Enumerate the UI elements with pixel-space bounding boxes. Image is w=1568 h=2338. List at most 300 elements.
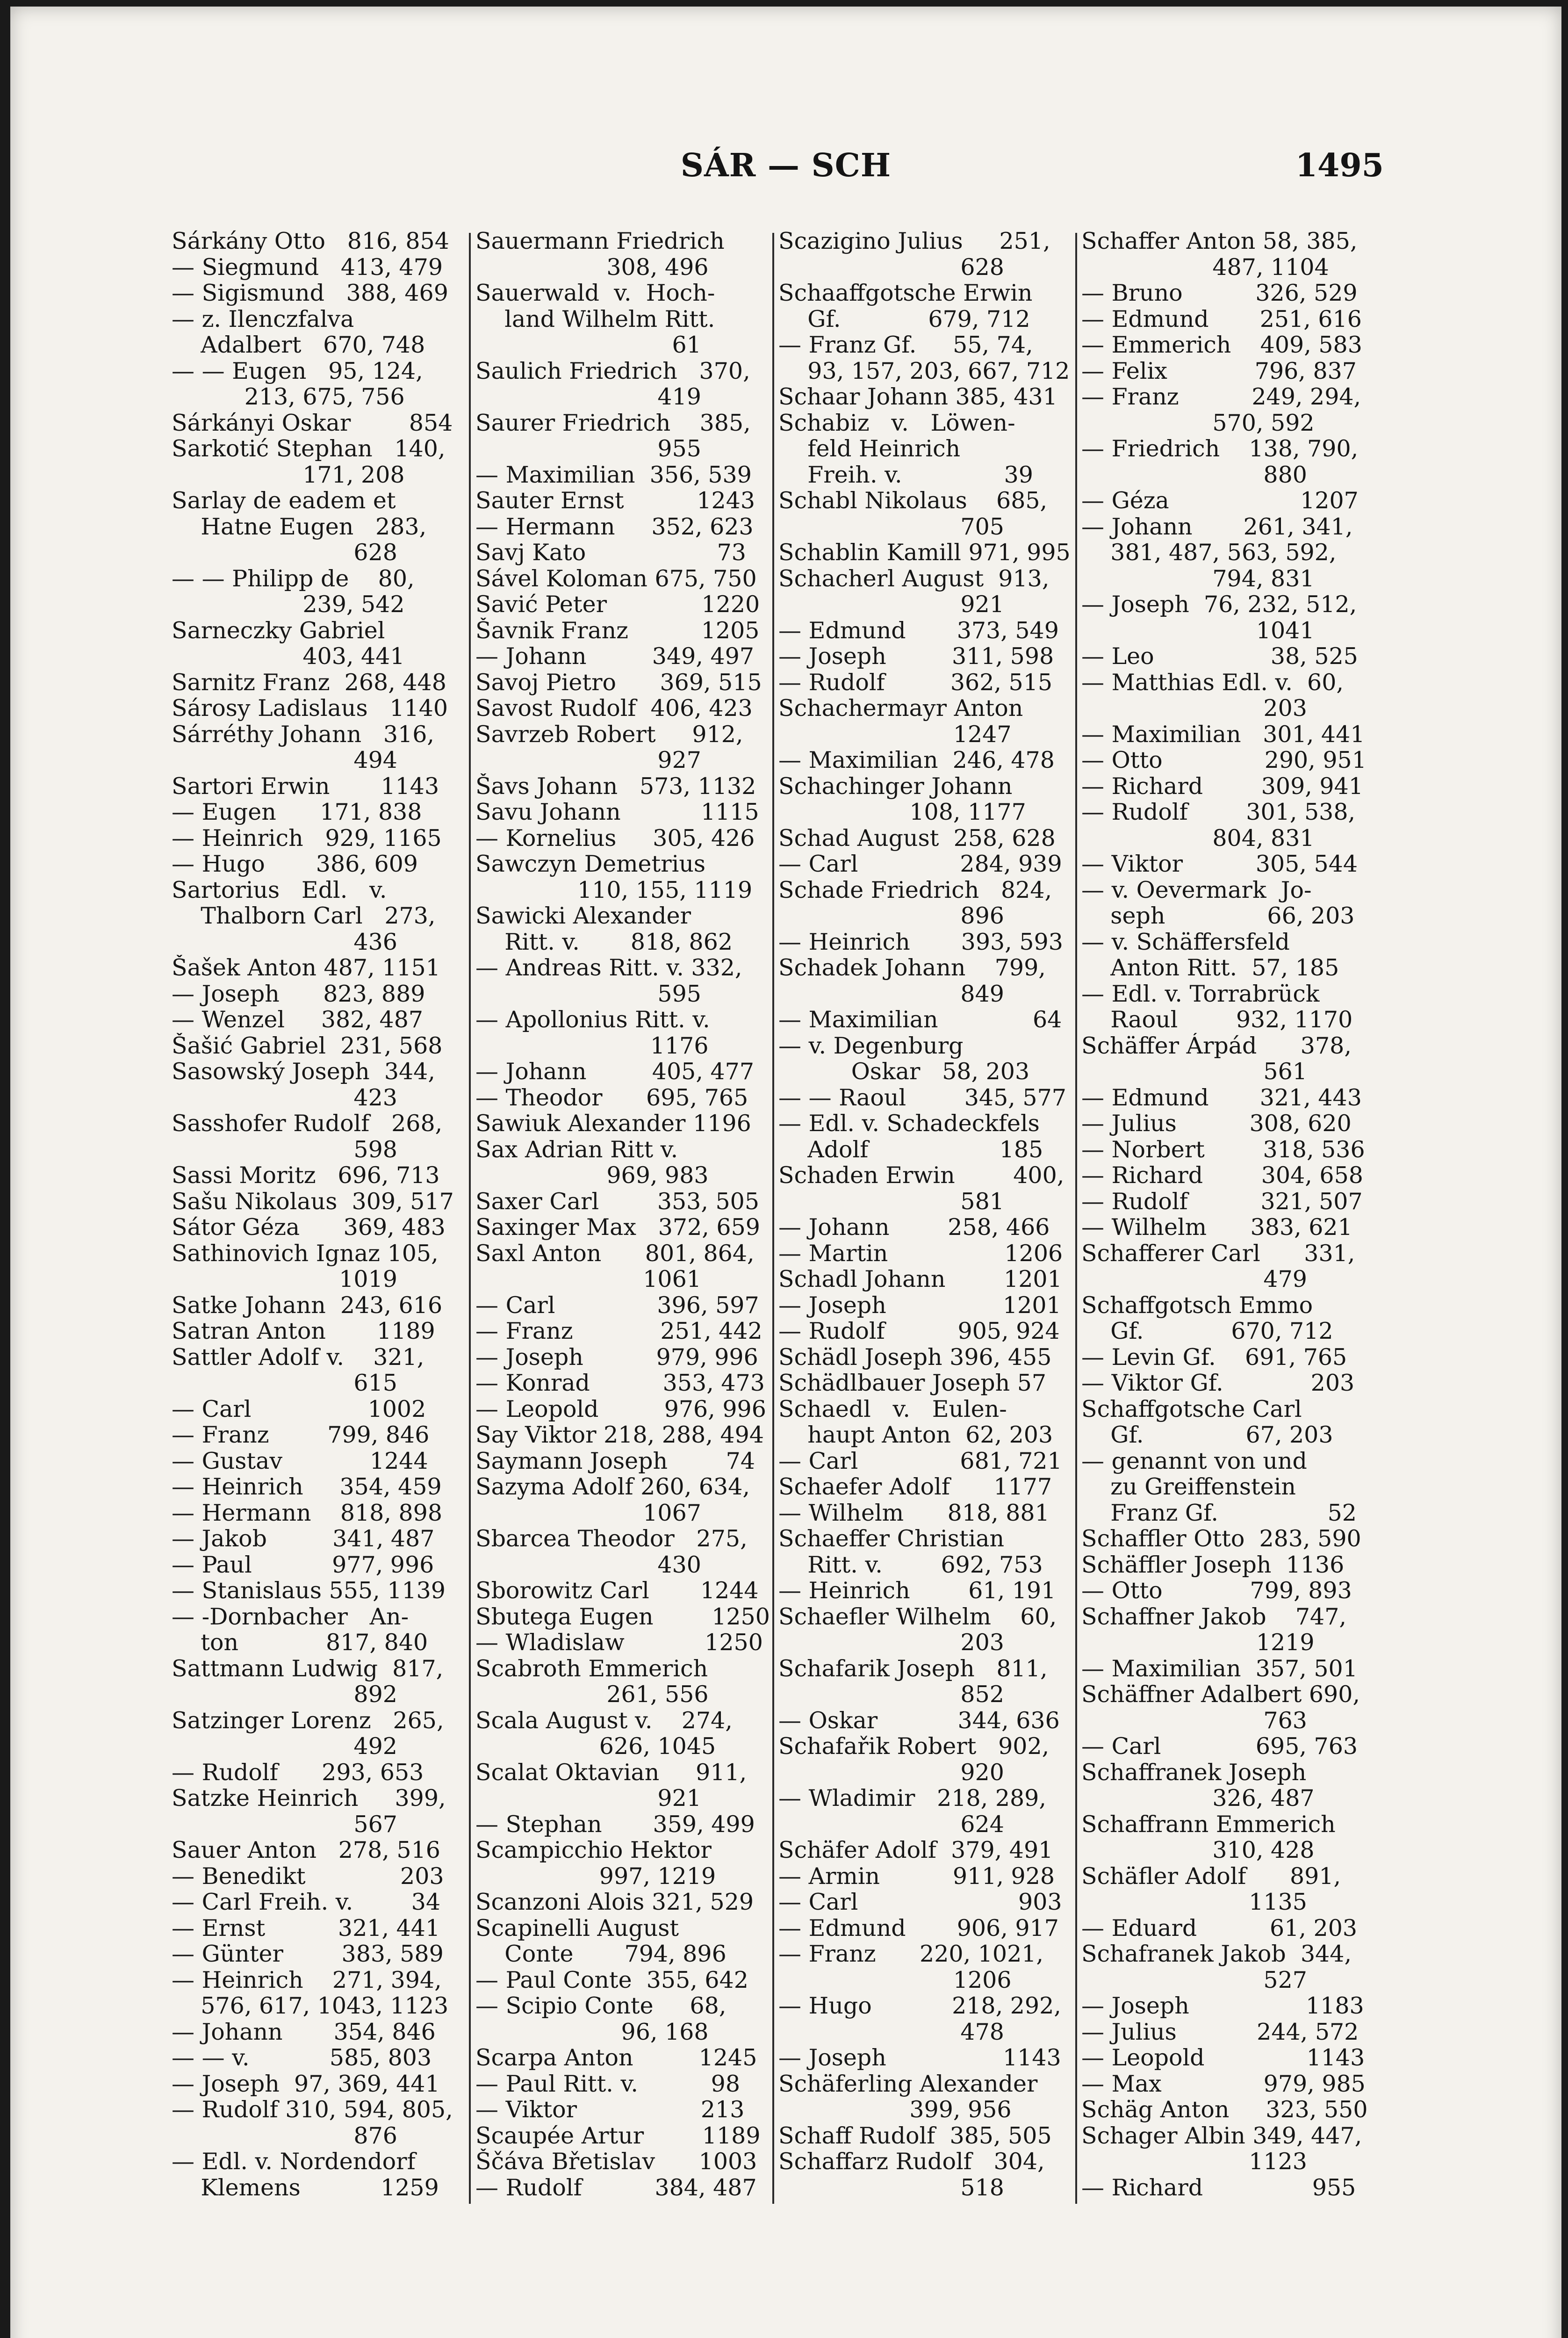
entry-line: Sárosy Ladislaus 1140 — [172, 695, 448, 722]
entry-line: Sarlay de eadem et — [172, 488, 396, 514]
entry-line: Šašek Anton 487, 1151 — [172, 955, 440, 981]
entry-line: — Jakob 341, 487 — [172, 1526, 435, 1552]
entry-line: Sátor Géza 369, 483 — [172, 1214, 446, 1241]
entry-line: Schaffler Otto 283, 590 — [1081, 1526, 1361, 1552]
entry-line: Sawiuk Alexander 1196 — [475, 1111, 751, 1137]
entry-line: Savrzeb Robert 912, — [475, 721, 743, 747]
entry-line: 261, 556 — [475, 1681, 709, 1708]
entry-line: — Edmund 321, 443 — [1081, 1084, 1362, 1111]
entry-line: Schäg Anton 323, 550 — [1081, 2097, 1368, 2123]
entry-line: — Armin 911, 928 — [778, 1863, 1055, 1889]
entry-line: Sawicki Alexander — [475, 903, 691, 929]
entry-line: Sax Adrian Ritt v. — [475, 1136, 678, 1162]
entry-line: 576, 617, 1043, 1123 — [172, 1993, 449, 2019]
entry-line: Anton Ritt. 57, 185 — [1081, 955, 1339, 981]
column-4 — [1081, 228, 1376, 2211]
entry-line: Say Viktor 218, 288, 494 — [475, 1422, 764, 1448]
entry-line: 628 — [172, 540, 397, 566]
entry-line: — Wilhelm 818, 881 — [778, 1500, 1050, 1526]
entry-line: 203 — [778, 1630, 1004, 1656]
entry-line: — Bruno 326, 529 — [1081, 280, 1358, 306]
entry-line: — Felix 796, 837 — [1081, 358, 1357, 384]
entry-line: — Joseph 1143 — [778, 2045, 1061, 2071]
entry-line: Sattler Adolf v. 321, — [172, 1344, 424, 1370]
entry-line: Freih. v. 39 — [778, 462, 1033, 488]
entry-line: 624 — [778, 1811, 1004, 1837]
entry-line: — Paul 977, 996 — [172, 1551, 434, 1578]
entry-line: — Julius 308, 620 — [1081, 1111, 1352, 1137]
entry-line: Hatne Eugen 283, — [172, 513, 427, 540]
entry-line: Sborowitz Carl 1244 — [475, 1578, 759, 1604]
entry-line: Schaffgotsche Carl — [1081, 1396, 1302, 1422]
entry-line: Gf. 679, 712 — [778, 306, 1030, 332]
entry-line: Schafferer Carl 331, — [1081, 1240, 1355, 1266]
entry-line: Savu Johann 1115 — [475, 799, 759, 825]
entry-line: 403, 441 — [172, 643, 405, 670]
entry-line: — Wladimir 218, 289, — [778, 1785, 1046, 1811]
entry-line: — Géza 1207 — [1081, 488, 1359, 514]
entry-line: — Joseph 97, 369, 441 — [172, 2071, 440, 2097]
entry-line: 1019 — [172, 1266, 397, 1292]
entry-line: Satran Anton 1189 — [172, 1318, 435, 1344]
entry-line: — Emmerich 409, 583 — [1081, 332, 1362, 358]
entry-line: — Otto 290, 951 — [1081, 747, 1367, 773]
entry-line: — Paul Conte 355, 642 — [475, 1967, 748, 1993]
entry-line: Schaden Erwin 400, — [778, 1162, 1065, 1189]
entry-line: Ščáva Břetislav 1003 — [475, 2149, 757, 2175]
entry-line: 969, 983 — [475, 1162, 709, 1189]
entry-line: — Edmund 906, 917 — [778, 1915, 1059, 1941]
entry-line: Satzinger Lorenz 265, — [172, 1707, 444, 1733]
entry-line: — Johann 354, 846 — [172, 2019, 436, 2045]
entry-line: — Kornelius 305, 426 — [475, 825, 755, 851]
entry-line: — Joseph 76, 232, 512, — [1081, 592, 1357, 618]
entry-line: — Joseph 1183 — [1081, 1993, 1364, 2019]
entry-line: 239, 542 — [172, 592, 405, 618]
entry-line: 598 — [172, 1136, 397, 1162]
entry-line: 595 — [475, 981, 701, 1007]
page-header — [10, 147, 1561, 194]
entry-line: Thalborn Carl 273, — [172, 903, 436, 929]
entry-line: Raoul 932, 1170 — [1081, 1007, 1353, 1033]
entry-line: 892 — [172, 1681, 397, 1708]
entry-line: 955 — [475, 436, 701, 462]
entry-line: — Günter 383, 589 — [172, 1941, 444, 1967]
entry-line: — Franz 220, 1021, — [778, 1941, 1043, 1967]
entry-line: 1247 — [778, 721, 1012, 747]
entry-line: — Richard 309, 941 — [1081, 773, 1363, 799]
entry-line: Schaffer Anton 58, 385, — [1081, 228, 1358, 254]
column-3 — [778, 228, 1073, 2211]
entry-line: — Leopold 1143 — [1081, 2045, 1365, 2071]
entry-line: — Apollonius Ritt. v. — [475, 1007, 710, 1033]
entry-line: feld Heinrich — [778, 436, 961, 462]
entry-line: Sattmann Ludwig 817, — [172, 1655, 444, 1681]
entry-line: — Carl 396, 597 — [475, 1292, 759, 1318]
entry-line: Saulich Friedrich 370, — [475, 358, 750, 384]
book-page — [10, 7, 1561, 2338]
entry-line: Gf. 67, 203 — [1081, 1422, 1333, 1448]
entry-line: Scampicchio Hektor — [475, 1837, 712, 1863]
entry-line: Schäffer Árpád 378, — [1081, 1032, 1352, 1059]
entry-line: — Wilhelm 383, 621 — [1081, 1214, 1352, 1241]
entry-line: — — v. 585, 803 — [172, 2045, 432, 2071]
entry-line: Šašić Gabriel 231, 568 — [172, 1032, 443, 1059]
entry-line: Sárkányi Oskar 854 — [172, 410, 453, 436]
entry-line: 763 — [1081, 1707, 1307, 1733]
entry-line: — Joseph 1201 — [778, 1292, 1061, 1318]
entry-line: — — Raoul 345, 577 — [778, 1084, 1066, 1111]
entry-line: 419 — [475, 384, 701, 410]
entry-line: 1041 — [1081, 617, 1315, 643]
entry-line: — Carl 284, 939 — [778, 851, 1062, 877]
entry-line: — Stephan 359, 499 — [475, 1811, 755, 1837]
entry-line: Schaffrann Emmerich — [1081, 1811, 1336, 1837]
entry-line: — v. Oevermark Jo- — [1081, 877, 1312, 903]
entry-line: 1135 — [1081, 1889, 1307, 1915]
entry-line: — Edmund 251, 616 — [1081, 306, 1362, 332]
entry-line: 1219 — [1081, 1630, 1315, 1656]
entry-line: Schäffner Adalbert 690, — [1081, 1681, 1360, 1708]
entry-line: 626, 1045 — [475, 1733, 716, 1760]
entry-line: Schädlbauer Joseph 57 — [778, 1370, 1047, 1396]
entry-line: Gf. 670, 712 — [1081, 1318, 1333, 1344]
entry-line: Sašu Nikolaus 309, 517 — [172, 1188, 454, 1214]
entry-line: — Viktor 305, 544 — [1081, 851, 1358, 877]
entry-line: — Maximilian 356, 539 — [475, 462, 752, 488]
entry-line: Savić Peter 1220 — [475, 592, 760, 618]
entry-line: 527 — [1081, 1967, 1307, 1993]
entry-line: 705 — [778, 513, 1004, 540]
entry-line: 561 — [1081, 1059, 1307, 1085]
column-divider — [772, 233, 774, 2204]
entry-line: — Oskar 344, 636 — [778, 1707, 1060, 1733]
entry-line: 628 — [778, 254, 1004, 280]
entry-line: 794, 831 — [1081, 565, 1315, 592]
entry-line: — v. Schäffersfeld — [1081, 929, 1290, 955]
entry-line: Scanzoni Alois 321, 529 — [475, 1889, 754, 1915]
entry-line: 876 — [172, 2122, 397, 2149]
entry-line: Schade Friedrich 824, — [778, 877, 1052, 903]
entry-line: Schaeffer Christian — [778, 1526, 1005, 1552]
entry-line: 326, 487 — [1081, 1785, 1315, 1811]
entry-line: 896 — [778, 903, 1004, 929]
entry-line: zu Greiffenstein — [1081, 1474, 1296, 1500]
entry-line: Sarneczky Gabriel — [172, 617, 385, 643]
entry-line: — Heinrich 271, 394, — [172, 1967, 442, 1993]
entry-line: Schäffler Joseph 1136 — [1081, 1551, 1345, 1578]
running-head: SÁR — SCH — [680, 147, 892, 184]
entry-line: — Carl 681, 721 — [778, 1448, 1062, 1474]
entry-line: — Johann 405, 477 — [475, 1059, 754, 1085]
entry-line: Sbutega Eugen 1250 — [475, 1603, 770, 1630]
entry-line: Scala August v. 274, — [475, 1707, 733, 1733]
entry-line: Sárkány Otto 816, 854 — [172, 228, 449, 254]
entry-line: 310, 428 — [1081, 1837, 1315, 1863]
entry-line: Schafranek Jakob 344, — [1081, 1941, 1352, 1967]
entry-line: — Scipio Conte 68, — [475, 1993, 726, 2019]
entry-line: — Siegmund 413, 479 — [172, 254, 443, 280]
entry-line: Schaff Rudolf 385, 505 — [778, 2122, 1052, 2149]
entry-line: — Carl 695, 763 — [1081, 1733, 1358, 1760]
directory-columns — [172, 228, 1387, 2211]
entry-line: — Friedrich 138, 790, — [1081, 436, 1359, 462]
entry-line: 399, 956 — [778, 2097, 1012, 2123]
column-divider — [1075, 233, 1077, 2204]
entry-line: Schabiz v. Löwen- — [778, 410, 1015, 436]
entry-line: 921 — [475, 1785, 701, 1811]
entry-line: — Otto 799, 893 — [1081, 1578, 1352, 1604]
entry-line: Ritt. v. 692, 753 — [778, 1551, 1043, 1578]
entry-line: Klemens 1259 — [172, 2174, 439, 2201]
entry-line: Šavs Johann 573, 1132 — [475, 773, 756, 799]
entry-line: Satzke Heinrich 399, — [172, 1785, 446, 1811]
entry-line: Schacherl August 913, — [778, 565, 1050, 592]
entry-line: — Richard 304, 658 — [1081, 1162, 1363, 1189]
entry-line: 381, 487, 563, 592, — [1081, 540, 1337, 566]
entry-line: — Joseph 979, 996 — [475, 1344, 758, 1370]
entry-line: 852 — [778, 1681, 1004, 1708]
entry-line: — Leo 38, 525 — [1081, 643, 1358, 670]
entry-line: — Martin 1206 — [778, 1240, 1063, 1266]
entry-line: Schabl Nikolaus 685, — [778, 488, 1048, 514]
column-2 — [475, 228, 770, 2211]
entry-line: — Hugo 218, 292, — [778, 1993, 1061, 2019]
entry-line: — Carl 903 — [778, 1889, 1062, 1915]
entry-line: — Rudolf 362, 515 — [778, 669, 1053, 695]
entry-line: Schachermayr Anton — [778, 695, 1023, 722]
entry-line: — Wladislaw 1250 — [475, 1630, 763, 1656]
entry-line: Saxer Carl 353, 505 — [475, 1188, 760, 1214]
entry-line: — Rudolf 310, 594, 805, — [172, 2097, 453, 2123]
entry-line: — Johann 258, 466 — [778, 1214, 1050, 1241]
entry-line: — — Eugen 95, 124, — [172, 358, 423, 384]
entry-line: 920 — [778, 1759, 1004, 1785]
entry-line: Schafarik Joseph 811, — [778, 1655, 1048, 1681]
entry-line: Sathinovich Ignaz 105, — [172, 1240, 439, 1266]
entry-line: — Viktor 213 — [475, 2097, 745, 2123]
entry-line: — Andreas Ritt. v. 332, — [475, 955, 742, 981]
entry-line: — Norbert 318, 536 — [1081, 1136, 1365, 1162]
entry-line: Scazigino Julius 251, — [778, 228, 1050, 254]
entry-line: 567 — [172, 1811, 397, 1837]
entry-line: 880 — [1081, 462, 1307, 488]
entry-line: Schaefler Wilhelm 60, — [778, 1603, 1057, 1630]
entry-line: — Rudolf 384, 487 — [475, 2174, 757, 2201]
entry-line: — Wenzel 382, 487 — [172, 1007, 424, 1033]
entry-line: haupt Anton 62, 203 — [778, 1422, 1053, 1448]
entry-line: — Maximilian 246, 478 — [778, 747, 1055, 773]
entry-line: Sassi Moritz 696, 713 — [172, 1162, 440, 1189]
entry-line: — Carl 1002 — [172, 1396, 426, 1422]
entry-line: Sbarcea Theodor 275, — [475, 1526, 748, 1552]
entry-line: Schäferling Alexander — [778, 2071, 1038, 2097]
entry-line: 213, 675, 756 — [172, 384, 405, 410]
entry-line: — Levin Gf. 691, 765 — [1081, 1344, 1347, 1370]
entry-line: 581 — [778, 1188, 1004, 1214]
entry-line: — Julius 244, 572 — [1081, 2019, 1359, 2045]
entry-line: — Eugen 171, 838 — [172, 799, 422, 825]
entry-line: Schafařik Robert 902, — [778, 1733, 1050, 1760]
entry-line: 308, 496 — [475, 254, 709, 280]
entry-line: 96, 168 — [475, 2019, 709, 2045]
entry-line: — Stanislaus 555, 1139 — [172, 1578, 446, 1604]
entry-line: Sauerwald v. Hoch- — [475, 280, 715, 306]
entry-line: land Wilhelm Ritt. — [475, 306, 715, 332]
entry-line: 436 — [172, 929, 397, 955]
entry-line: Sartorius Edl. v. — [172, 877, 387, 903]
entry-line: — Rudolf 321, 507 — [1081, 1188, 1363, 1214]
entry-line: — genannt von und — [1081, 1448, 1307, 1474]
entry-line: — Viktor Gf. 203 — [1081, 1370, 1355, 1396]
entry-line: — Richard 955 — [1081, 2174, 1356, 2201]
entry-line: Schablin Kamill 971, 995 — [778, 540, 1071, 566]
entry-line: Schäfer Adolf 379, 491 — [778, 1837, 1053, 1863]
entry-line: Ritt. v. 818, 862 — [475, 929, 733, 955]
entry-line: — Rudolf 293, 653 — [172, 1759, 424, 1785]
entry-line: Saurer Friedrich 385, — [475, 410, 751, 436]
entry-line: — Franz 251, 442 — [475, 1318, 762, 1344]
entry-line: — -Dornbacher An- — [172, 1603, 409, 1630]
entry-line: — Hugo 386, 609 — [172, 851, 418, 877]
entry-line: Satke Johann 243, 616 — [172, 1292, 443, 1318]
entry-line: 804, 831 — [1081, 825, 1315, 851]
entry-line: — Joseph 311, 598 — [778, 643, 1054, 670]
entry-line: Schaar Johann 385, 431 — [778, 384, 1057, 410]
entry-line: Sauer Anton 278, 516 — [172, 1837, 440, 1863]
entry-line: 203 — [1081, 695, 1307, 722]
entry-line: — Ernst 321, 441 — [172, 1915, 440, 1941]
entry-line: — Edl. v. Torrabrück — [1081, 981, 1320, 1007]
entry-line: Scalat Oktavian 911, — [475, 1759, 747, 1785]
entry-line: 61 — [475, 332, 701, 358]
entry-line: 171, 208 — [172, 462, 405, 488]
column-divider — [469, 233, 471, 2204]
entry-line: — Benedikt 203 — [172, 1863, 444, 1889]
entry-line: Schaffranek Joseph — [1081, 1759, 1307, 1785]
entry-line: 492 — [172, 1733, 397, 1760]
entry-line: Sasowský Joseph 344, — [172, 1059, 435, 1085]
entry-line: Sauermann Friedrich — [475, 228, 725, 254]
entry-line: Schaedl v. Eulen- — [778, 1396, 1007, 1422]
entry-line: Schaffgotsch Emmo — [1081, 1292, 1313, 1318]
entry-line: — Leopold 976, 996 — [475, 1396, 766, 1422]
entry-line: Schachinger Johann — [778, 773, 1013, 799]
entry-line: — Franz 249, 294, — [1081, 384, 1361, 410]
entry-line: — Heinrich 61, 191 — [778, 1578, 1056, 1604]
entry-line: — Konrad 353, 473 — [475, 1370, 765, 1396]
entry-line: Sartori Erwin 1143 — [172, 773, 439, 799]
entry-line: Saxl Anton 801, 864, — [475, 1240, 755, 1266]
entry-line: — Johann 349, 497 — [475, 643, 754, 670]
entry-line: Scabroth Emmerich — [475, 1655, 708, 1681]
entry-line: — Rudolf 905, 924 — [778, 1318, 1060, 1344]
entry-line: 1067 — [475, 1500, 701, 1526]
entry-line: — Hermann 352, 623 — [475, 513, 754, 540]
entry-line: — Edl. v. Nordendorf — [172, 2149, 416, 2175]
entry-line: 615 — [172, 1370, 397, 1396]
entry-line: Sável Koloman 675, 750 — [475, 565, 757, 592]
entry-line: — Carl Freih. v. 34 — [172, 1889, 441, 1915]
entry-line: 423 — [172, 1084, 397, 1111]
entry-line: Sazyma Adolf 260, 634, — [475, 1474, 750, 1500]
entry-line: — z. Ilenczfalva — [172, 306, 354, 332]
entry-line: — Heinrich 929, 1165 — [172, 825, 442, 851]
entry-line: 997, 1219 — [475, 1863, 716, 1889]
entry-line: Sasshofer Rudolf 268, — [172, 1111, 443, 1137]
entry-line: Sawczyn Demetrius — [475, 851, 706, 877]
entry-line: — Matthias Edl. v. 60, — [1081, 669, 1344, 695]
page-number: 1495 — [1295, 147, 1384, 184]
entry-line: — Max 979, 985 — [1081, 2071, 1366, 2097]
entry-line: seph 66, 203 — [1081, 903, 1355, 929]
entry-line: 518 — [778, 2174, 1004, 2201]
entry-line: — Sigismund 388, 469 — [172, 280, 448, 306]
entry-line: Adalbert 670, 748 — [172, 332, 425, 358]
entry-line: Schäfler Adolf 891, — [1081, 1863, 1341, 1889]
entry-line: — Rudolf 301, 538, — [1081, 799, 1356, 825]
entry-line: Sauter Ernst 1243 — [475, 488, 755, 514]
entry-line: Savoj Pietro 369, 515 — [475, 669, 762, 695]
entry-line: 921 — [778, 592, 1004, 618]
entry-line: 108, 1177 — [778, 799, 1026, 825]
entry-line: 570, 592 — [1081, 410, 1315, 436]
entry-line: Schädl Joseph 396, 455 — [778, 1344, 1052, 1370]
entry-line: — Franz Gf. 55, 74, — [778, 332, 1033, 358]
entry-line: — Paul Ritt. v. 98 — [475, 2071, 741, 2097]
entry-line: — Eduard 61, 203 — [1081, 1915, 1358, 1941]
entry-line: Scapinelli August — [475, 1915, 679, 1941]
entry-line: Adolf 185 — [778, 1136, 1043, 1162]
entry-line: 1123 — [1081, 2149, 1307, 2175]
entry-line: Schaffarz Rudolf 304, — [778, 2149, 1045, 2175]
entry-line: — Edl. v. Schadeckfels — [778, 1111, 1040, 1137]
entry-line: 487, 1104 — [1081, 254, 1329, 280]
entry-line: Oskar 58, 203 — [778, 1059, 1030, 1085]
entry-line: Schadl Johann 1201 — [778, 1266, 1062, 1292]
entry-line: Sarnitz Franz 268, 448 — [172, 669, 446, 695]
entry-line: Saxinger Max 372, 659 — [475, 1214, 760, 1241]
entry-line: — Johann 261, 341, — [1081, 513, 1353, 540]
entry-line: — v. Degenburg — [778, 1032, 964, 1059]
entry-line: 478 — [778, 2019, 1004, 2045]
entry-line: — Heinrich 354, 459 — [172, 1474, 442, 1500]
column-1 — [172, 228, 466, 2211]
entry-line: 927 — [475, 747, 701, 773]
entry-line: Scaupée Artur 1189 — [475, 2122, 761, 2149]
entry-line: — Edmund 373, 549 — [778, 617, 1059, 643]
entry-line: — Gustav 1244 — [172, 1448, 428, 1474]
entry-line: 430 — [475, 1551, 701, 1578]
entry-line: Schager Albin 349, 447, — [1081, 2122, 1362, 2149]
entry-line: ton 817, 840 — [172, 1630, 428, 1656]
entry-line: Saymann Joseph 74 — [475, 1448, 755, 1474]
entry-line: Schaffner Jakob 747, — [1081, 1603, 1346, 1630]
entry-line: — Hermann 818, 898 — [172, 1500, 443, 1526]
entry-line: Franz Gf. 52 — [1081, 1500, 1357, 1526]
entry-line: — Maximilian 64 — [778, 1007, 1062, 1033]
entry-line: — Heinrich 393, 593 — [778, 929, 1063, 955]
entry-line: — Joseph 823, 889 — [172, 981, 425, 1007]
entry-line: Scarpa Anton 1245 — [475, 2045, 757, 2071]
entry-line: — Maximilian 301, 441 — [1081, 721, 1365, 747]
entry-line: — Theodor 695, 765 — [475, 1084, 748, 1111]
entry-line: 110, 155, 1119 — [475, 877, 753, 903]
entry-line: 93, 157, 203, 667, 712 — [778, 358, 1070, 384]
entry-line: Savost Rudolf 406, 423 — [475, 695, 753, 722]
entry-line: Schad August 258, 628 — [778, 825, 1056, 851]
entry-line: Sárréthy Johann 316, — [172, 721, 434, 747]
